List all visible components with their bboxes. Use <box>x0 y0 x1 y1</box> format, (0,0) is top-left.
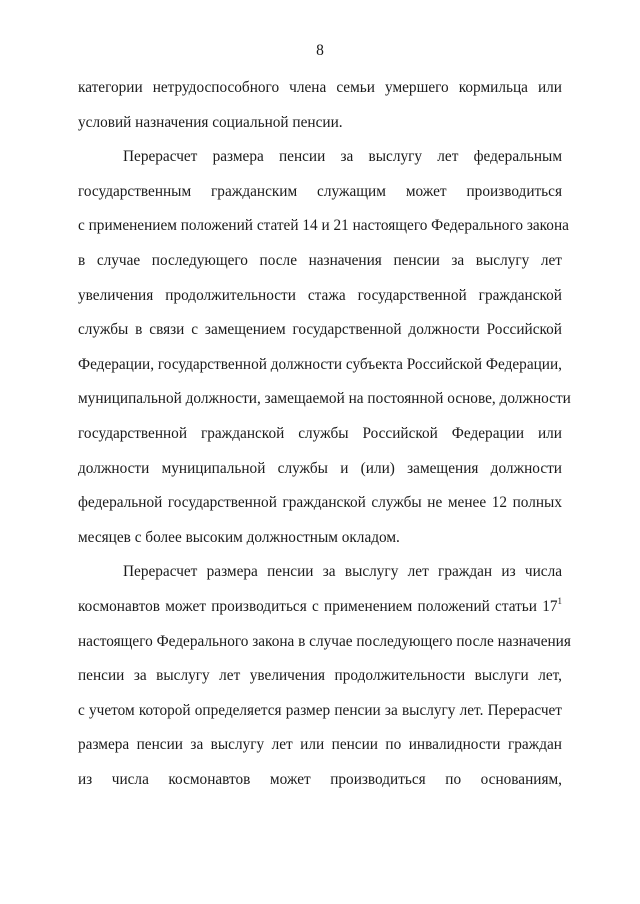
paragraph <box>78 140 571 555</box>
text-line: службы в связи с замещением государственной должности Российской <box>78 321 562 339</box>
text-line: государственной гражданской службы Российской Федерации или <box>78 424 562 442</box>
text-line: условий назначения социальной пенсии. <box>78 113 343 131</box>
text-line: Перерасчет размера пенсии за выслугу лет федеральным <box>123 148 562 166</box>
text-line: месяцев с более высоким должностным окладом. <box>78 528 400 546</box>
document-body <box>78 71 571 797</box>
text-line: пенсии за выслугу лет увеличения продолжительности выслуги лет, <box>78 667 562 685</box>
text-line: настоящего Федерального закона в случае последующего после назначения <box>78 632 571 650</box>
text-line: категории нетрудоспособного члена семьи умершего кормильца или <box>78 79 562 96</box>
text-line <box>78 590 562 625</box>
page-number: 8 <box>316 42 324 59</box>
text-line: в случае последующего после назначения пенсии за выслугу лет <box>78 251 562 269</box>
text-line: Федерации, государственной должности субъекта Российской Федерации, <box>78 355 562 373</box>
text-line: с применением положений статей 14 и 21 настоящего Федерального закона <box>78 217 569 235</box>
text-line: муниципальной должности, замещаемой на постоянной основе, должности <box>78 390 571 408</box>
text-line: из числа космонавтов может производиться по основаниям, <box>78 770 562 788</box>
paragraph <box>78 555 571 797</box>
superscript-mark: 1 <box>557 595 562 606</box>
text-line: должности муниципальной службы и (или) замещения должности <box>78 459 562 477</box>
paragraph <box>78 71 562 140</box>
text-line: увеличения продолжительности стажа государственной гражданской <box>78 286 562 304</box>
text-line: размера пенсии за выслугу лет или пенсии по инвалидности граждан <box>78 736 562 754</box>
text-line: Перерасчет размера пенсии за выслугу лет граждан из числа <box>123 563 562 581</box>
text-line: федеральной государственной гражданской службы не менее 12 полных <box>78 494 562 512</box>
text-line-content: космонавтов может производиться с применением положений статьи 17 <box>78 597 558 615</box>
text-line: с учетом которой определяется размер пенсии за выслугу лет. Перерасчет <box>78 701 562 719</box>
text-line: государственным гражданским служащим может производиться <box>78 182 562 200</box>
